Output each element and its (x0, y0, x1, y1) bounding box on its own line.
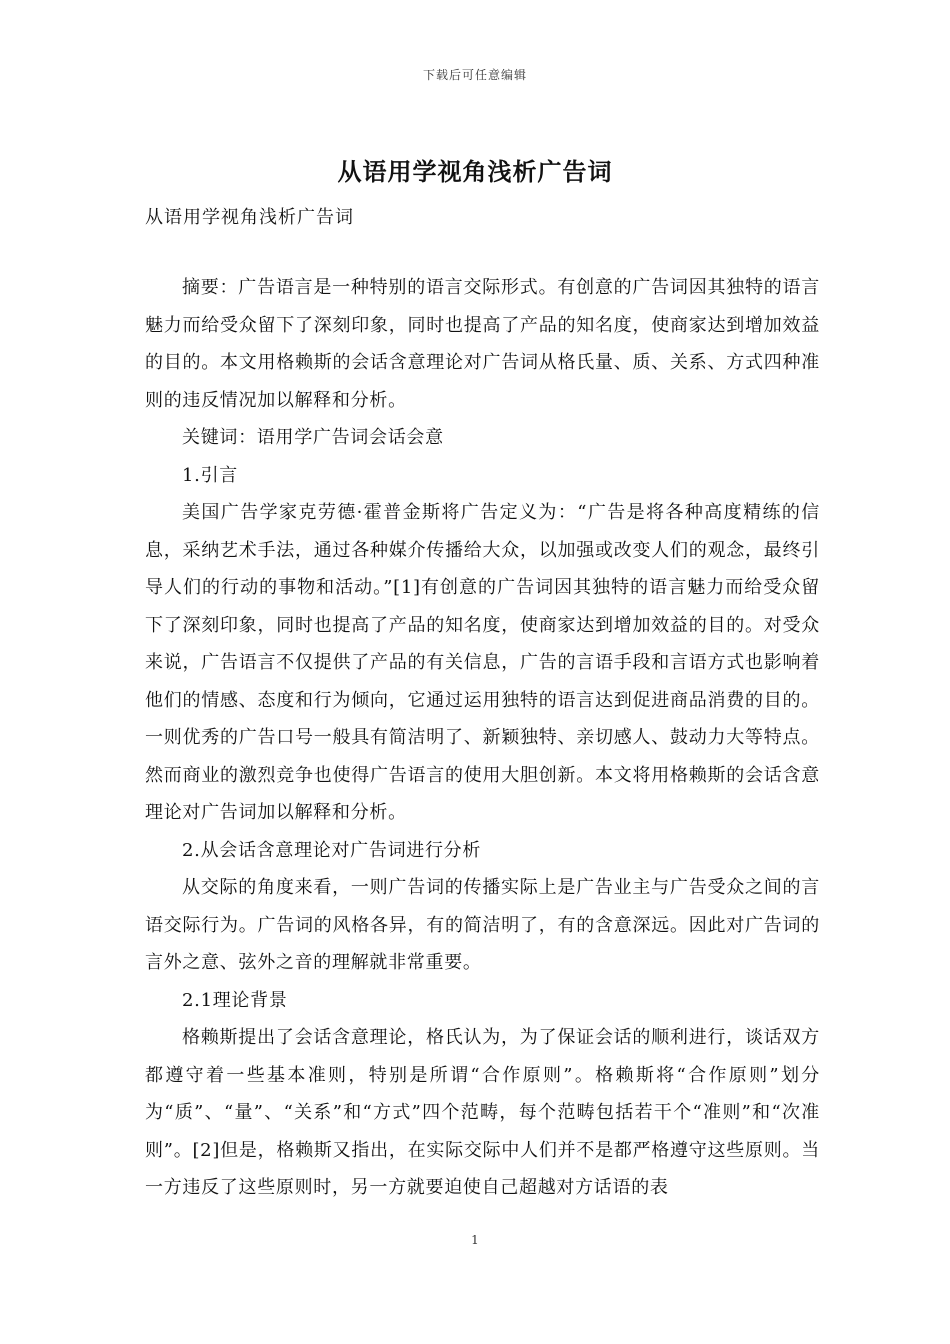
page-number: 1 (471, 1233, 479, 1247)
introduction-paragraph: 美国广告学家克劳德·霍普金斯将广告定义为：“广告是将各种高度精练的信息，采纳艺术手法，通过各种媒介传播给大众，以加强或改变人们的观念，最终引导人们的行动的事物和活动。”[1]有创意的广告词因其独特的语言魅力而给受众留下了深刻印象，同时也提高了产品的知名度，使商家达到增加效益的目的。对受众来说，广告语言不仅提供了产品的有关信息，广告的言语手段和言语方式也影响着他们的情感、态度和行为倾向，它通过运用独特的语言达到促进商品消费的目的。一则优秀的广告口号一般具有简洁明了、新颖独特、亲切感人、鼓动力大等特点。然而商业的激烈竞争也使得广告语言的使用大胆创新。本文将用格赖斯的会话含意理论对广告词加以解释和分析。 (145, 502, 820, 823)
document-title: 从语用学视角浅析广告词 (337, 157, 613, 186)
analysis-paragraph: 从交际的角度来看，一则广告词的传播实际上是广告业主与广告受众之间的言语交际行为。广告词的风格各异，有的简洁明了，有的含意深远。因此对广告词的言外之意、弦外之音的理解就非常重要。 (145, 877, 820, 973)
section-heading-introduction: 1.引言 (182, 464, 238, 486)
abstract-paragraph: 摘要：广告语言是一种特别的语言交际形式。有创意的广告词因其独特的语言魅力而给受众留下了深刻印象，同时也提高了产品的知名度，使商家达到增加效益的目的。本文用格赖斯的会话含意理论对广告词从格氏量、质、关系、方式四种准则的违反情况加以解释和分析。 (145, 277, 820, 411)
section-heading-theory: 2.1理论背景 (182, 989, 288, 1011)
document-subtitle: 从语用学视角浅析广告词 (145, 207, 354, 228)
theory-paragraph: 格赖斯提出了会话含意理论，格氏认为，为了保证会话的顺利进行，谈话双方都遵守着一些基本准则，特别是所谓“合作原则”。格赖斯将“合作原则”划分为“质”、“量”、“关系”和“方式”四个范畴，每个范畴包括若干个“准则”和“次准则”。[2]但是，格赖斯又指出，在实际交际中人们并不是都严格遵守这些原则。当一方违反了这些原则时，另一方就要迫使自己超越对方话语的表 (145, 1027, 820, 1198)
section-heading-analysis: 2.从会话含意理论对广告词进行分析 (182, 839, 482, 861)
keywords-paragraph: 关键词：语用学广告词会话会意 (182, 427, 444, 448)
page-header: 下载后可任意编辑 (422, 68, 527, 82)
document-body (145, 269, 820, 1207)
